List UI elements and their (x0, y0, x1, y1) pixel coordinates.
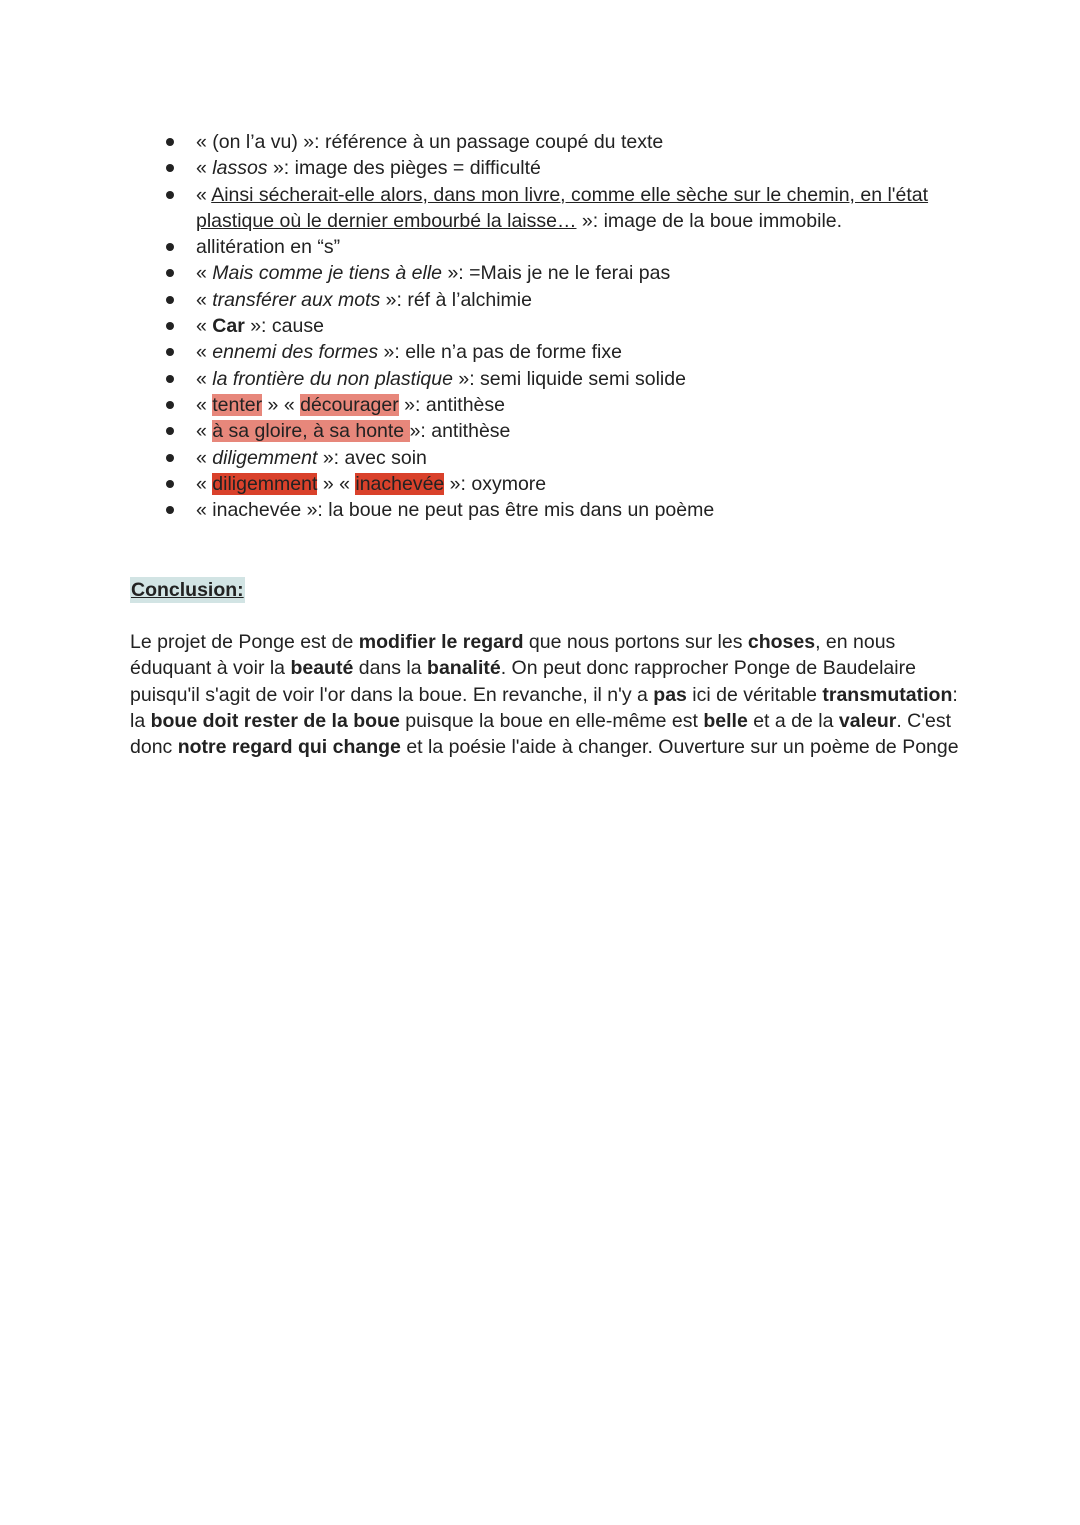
bullet-dot-icon (166, 269, 174, 277)
quote-italic: lassos (212, 157, 268, 180)
conclusion-heading: Conclusion: (131, 579, 244, 601)
list-item: « Ainsi sécherait-elle alors, dans mon livre, comme elle sèche sur le chemin, en l'état plastique où le dernier embourbé la laisse… »: image de la boue immobile. (196, 182, 956, 235)
highlighted-word: tenter (212, 393, 263, 416)
bullet-dot-icon (166, 296, 174, 304)
bullet-dot-icon (166, 375, 174, 383)
quote-bold: Car (212, 315, 245, 338)
quote-italic: la frontière du non plastique (212, 367, 453, 390)
bullet-dot-icon (166, 454, 174, 462)
list-item: « Car »: cause (196, 313, 956, 339)
list-item: « (on l’a vu) »: référence à un passage coupé du texte (196, 129, 956, 155)
bullet-dot-icon (166, 427, 174, 435)
bullet-dot-icon (166, 164, 174, 172)
quote-italic: diligemment (212, 446, 318, 469)
bullet-dot-icon (166, 480, 174, 488)
list-item: « Mais comme je tiens à elle »: =Mais je ne le ferai pas (196, 260, 956, 286)
highlighted-word: diligemment (212, 472, 318, 495)
bullet-dot-icon (166, 138, 174, 146)
analysis-bullet-list (196, 129, 956, 523)
bullet-dot-icon (166, 191, 174, 199)
bullet-dot-icon (166, 401, 174, 409)
highlighted-word: inachevée (355, 472, 445, 495)
list-item: « inachevée »: la boue ne peut pas être mis dans un poème (196, 497, 956, 523)
quote-underlined: Ainsi sécherait-elle alors, dans mon livre, comme elle sèche sur le chemin, en l'état plastique où le dernier embourbé la laisse… (196, 183, 929, 232)
list-item: « diligemment »: avec soin (196, 445, 956, 471)
list-item: « lassos »: image des pièges = difficulté (196, 155, 956, 181)
conclusion-paragraph: Le projet de Ponge est de modifier le regard que nous portons sur les choses, en nous éduquant à voir la beauté dans la banalité. On peut donc rapprocher Ponge de Baudelaire puisqu'il s'agit de voir l'or dans la boue. En revanche, il n'y a pas ici de véritable transmutation: la boue doit rester de la boue puisque la boue en elle-même est belle et a de la valeur. C'est donc notre regard qui change et la poésie l'aide à changer. Ouverture sur un poème de Ponge (130, 631, 959, 759)
bullet-dot-icon (166, 506, 174, 514)
quote-italic: Mais comme je tiens à elle (212, 262, 443, 285)
list-item: « diligemment » « inachevée »: oxymore (196, 471, 956, 497)
bullet-dot-icon (166, 348, 174, 356)
bullet-dot-icon (166, 322, 174, 330)
quote-italic: ennemi des formes (212, 341, 379, 364)
quote-italic: transférer aux mots (212, 288, 381, 311)
list-item: « tenter » « décourager »: antithèse (196, 392, 956, 418)
bullet-dot-icon (166, 243, 174, 251)
list-item: « la frontière du non plastique »: semi liquide semi solide (196, 366, 956, 392)
list-item: « à sa gloire, à sa honte »: antithèse (196, 418, 956, 444)
list-item: « transférer aux mots »: réf à l’alchimie (196, 287, 956, 313)
highlighted-phrase: à sa gloire, à sa honte (212, 420, 410, 443)
highlighted-word: décourager (300, 393, 399, 416)
list-item: « ennemi des formes »: elle n’a pas de forme fixe (196, 339, 956, 365)
list-item: allitération en “s” (196, 234, 956, 260)
